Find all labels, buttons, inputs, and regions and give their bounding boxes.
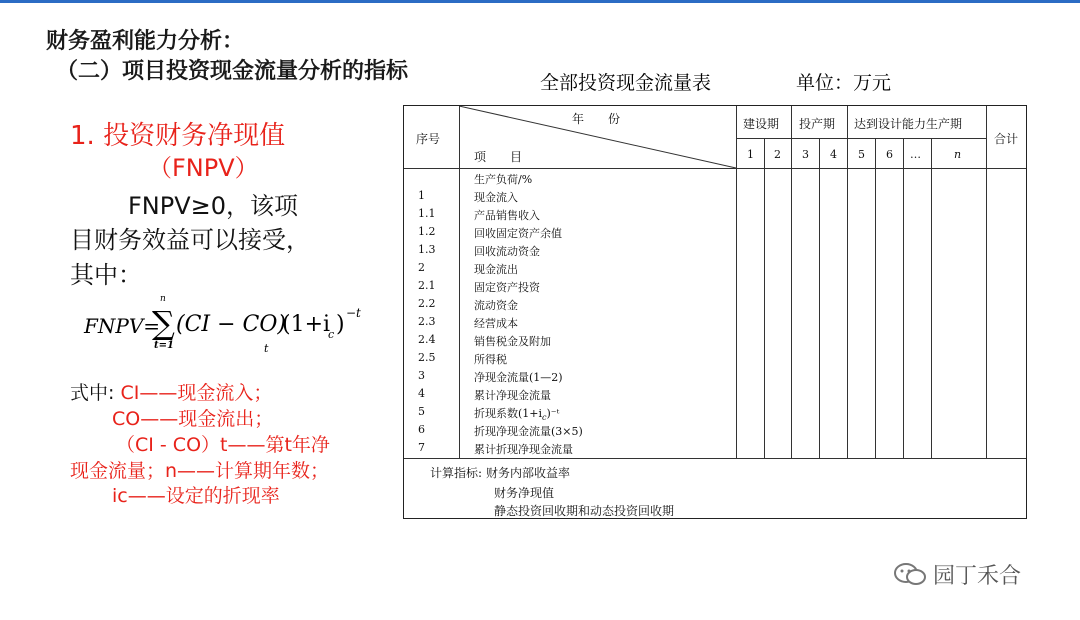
header-mid-line: [736, 138, 986, 139]
head-year: 年 份: [572, 112, 621, 126]
row-no: 4: [418, 387, 425, 400]
row-no: 1: [418, 189, 425, 202]
year-label: 1: [747, 148, 754, 161]
row-item: 所得税: [474, 353, 507, 366]
top-accent-line: [0, 0, 1080, 3]
row-item: 回收流动资金: [474, 245, 540, 258]
year-label: n: [954, 148, 962, 161]
formula-exponent: −t: [346, 306, 361, 320]
row-item: 现金流出: [474, 263, 518, 276]
row-no: 3: [418, 369, 425, 382]
head-seq: 序号: [416, 132, 441, 146]
row-item: 流动资金: [474, 299, 518, 312]
col-sep-y6: [903, 138, 904, 458]
row-item: 折现净现金流量(3×5): [474, 425, 583, 438]
condition-line-1: FNPV≥0，该项: [128, 192, 299, 220]
row-item-tail: )⁻ᵗ: [546, 407, 560, 420]
row-item: [474, 405, 559, 422]
row-item-text: 折现系数(1+i: [474, 407, 543, 420]
col-sep-y3: [819, 138, 820, 458]
row-item: 固定资产投资: [474, 281, 540, 294]
watermark-text: 园丁禾合: [933, 564, 1022, 589]
legend-ci: [70, 378, 272, 405]
table-title: 全部投资现金流量表: [540, 72, 712, 94]
footer-line-2: 财务净现值: [494, 486, 555, 500]
formula-subscript-t: t: [264, 342, 269, 355]
formula-sigma-lower: t=1: [154, 340, 174, 351]
condition-line-2: 目财务效益可以接受，: [70, 226, 310, 254]
row-item: 累计折现净现金流量: [474, 443, 573, 456]
year-label: 6: [886, 148, 893, 161]
row-item: 累计净现金流量: [474, 389, 551, 402]
row-item-sub: c: [542, 413, 547, 423]
head-full-capacity: 达到设计能力生产期: [854, 117, 963, 131]
row-no: 2: [418, 261, 425, 274]
row-no: 1.1: [418, 207, 436, 220]
col-sep-total: [986, 106, 987, 458]
year-label: 3: [802, 148, 809, 161]
wechat-icon: [893, 562, 927, 586]
row-no: 6: [418, 423, 425, 436]
formula-factor: (1+i: [282, 312, 331, 337]
head-total: 合计: [994, 132, 1019, 146]
formula-body: (CI − CO): [176, 312, 286, 337]
formula-factor-sub: c: [328, 328, 335, 341]
cash-flow-table: [403, 105, 1027, 519]
legend-ci-text: CI——现金流入；: [120, 382, 273, 404]
year-label: 4: [830, 148, 837, 161]
row-no: 1.3: [418, 243, 436, 256]
head-item: 项 目: [474, 150, 523, 164]
footer-line-1: 财务内部收益率: [486, 466, 571, 480]
footer-top-line: [404, 458, 1026, 459]
legend-net-b: 现金流量；n——计算期年数；: [70, 460, 330, 482]
footer-label: 计算指标:: [430, 466, 483, 480]
row-item: 净现金流量(1—2): [474, 371, 563, 384]
section-heading: 1. 投资财务净现值: [70, 121, 286, 151]
row-item: 回收固定资产余值: [474, 227, 562, 240]
footer-line-3: 静态投资回收期和动态投资回收期: [494, 504, 675, 518]
page-subtitle: （二）项目投资现金流量分析的指标: [56, 59, 409, 84]
row-item: 产品销售收入: [474, 209, 540, 222]
formula-lhs: FNPV=: [84, 314, 161, 338]
row-no: 2.4: [418, 333, 436, 346]
legend-prefix: 式中:: [70, 382, 121, 404]
condition-line-3: 其中：: [70, 261, 142, 289]
legend-net-a: （CI - CO）t——第t年净: [116, 434, 330, 456]
fnpv-formula: [84, 296, 374, 360]
row-no: 2.1: [418, 279, 436, 292]
row-no: 2.3: [418, 315, 436, 328]
col-sep-y1: [764, 138, 765, 458]
col-sep-y4: [847, 106, 848, 458]
row-no: 2.5: [418, 351, 436, 364]
legend-co: CO——现金流出；: [112, 408, 274, 430]
col-sep-y5: [875, 138, 876, 458]
table-unit: 单位：万元: [796, 72, 892, 94]
formula-factor-close: ): [336, 312, 345, 337]
col-sep-y2: [791, 106, 792, 458]
row-item: 销售税金及附加: [474, 335, 551, 348]
row-item: 经营成本: [474, 317, 518, 330]
head-construction: 建设期: [743, 117, 780, 131]
row-no: 7: [418, 441, 425, 454]
head-startup: 投产期: [799, 117, 836, 131]
col-sep-y7: [931, 138, 932, 458]
formula-sigma-upper: n: [160, 294, 166, 304]
row-no: 5: [418, 405, 425, 418]
year-label: 2: [774, 148, 781, 161]
section-heading-abbrev: （FNPV）: [148, 154, 259, 182]
legend-ic: ic——设定的折现率: [112, 485, 280, 507]
row-no: 1.2: [418, 225, 436, 238]
formula-sigma: ∑: [152, 304, 175, 342]
year-label: 5: [858, 148, 865, 161]
row-no: 2.2: [418, 297, 436, 310]
row-item: 现金流入: [474, 191, 518, 204]
year-label: …: [910, 148, 921, 161]
page-title: 财务盈利能力分析：: [46, 29, 245, 54]
row-item: 生产负荷/%: [474, 173, 533, 186]
